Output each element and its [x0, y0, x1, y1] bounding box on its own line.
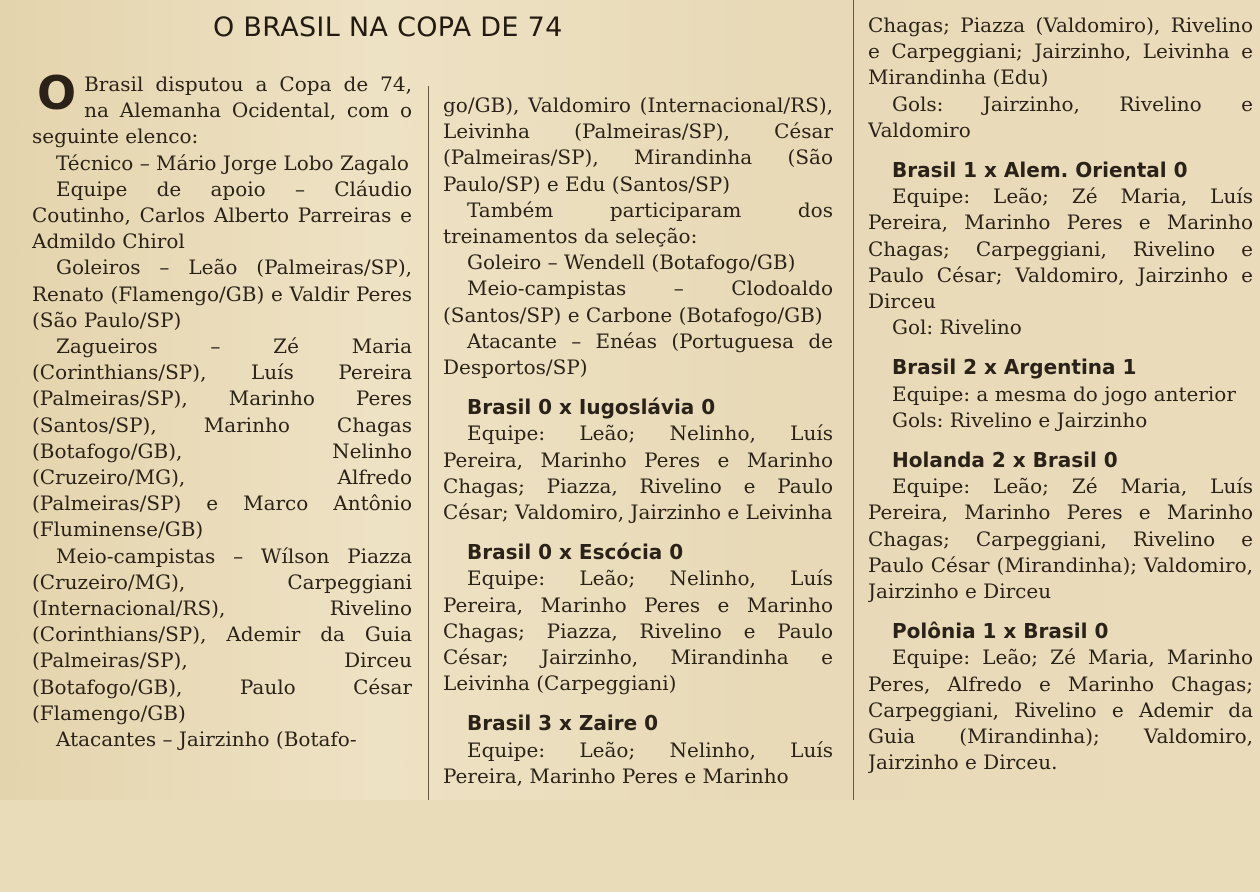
match-lineup-escocia: Equipe: Leão; Nelinho, Luís Pereira, Marinho Peres e Marinho Chagas; Piazza, Rivelino e Paulo César; Jairzinho, Mirandinha e Leivinha (Carpeggiani): [443, 566, 833, 696]
match-lineup-polonia: Equipe: Leão; Zé Maria, Marinho Peres, Alfredo e Marinho Chagas; Carpeggiani, Rivelino e Ademir da Guia (Mirandinha); Valdomiro, Jairzinho e Dirceu.: [868, 645, 1253, 775]
training-goalkeeper: Goleiro – Wendell (Botafogo/GB): [467, 250, 796, 275]
column-2: [443, 92, 833, 892]
match-title-escocia: Brasil 0 x Escócia 0: [467, 540, 684, 565]
article-headline: O BRASIL NA COPA DE 74: [213, 12, 563, 43]
match-lineup-argentina: Equipe: a mesma do jogo anterior: [892, 381, 1236, 406]
midfielders-paragraph: Meio-campistas – Wílson Piazza (Cruzeiro/MG), Carpeggiani (Internacional/RS), Rivelino (Corinthians/SP), Ademir da Guia (Palmeiras/SP), Dirceu (Botafogo/GB), Paulo César (Flamengo/GB): [32, 543, 412, 725]
match-lineup-holanda: Equipe: Leão; Zé Maria, Luís Pereira, Marinho Peres e Marinho Chagas; Carpeggiani, Rivelino e Paulo César (Mirandinha); Valdomiro, Jairzinho e Dirceu: [868, 474, 1253, 604]
match-lineup-zaire: Equipe: Leão; Nelinho, Luís Pereira, Marinho Peres e Marinho: [443, 737, 833, 788]
match-title-argentina: Brasil 2 x Argentina 1: [892, 355, 1137, 380]
coach-paragraph: Técnico – Mário Jorge Lobo Zagalo: [56, 150, 409, 175]
alem-oriental-goals: Gol: Rivelino: [892, 315, 1022, 340]
column-rule-left: [428, 86, 429, 800]
drop-cap: O: [37, 71, 77, 120]
zaire-goals: Gols: Jairzinho, Rivelino e Valdomiro: [868, 91, 1253, 142]
match-title-alem-oriental: Brasil 1 x Alem. Oriental 0: [892, 158, 1188, 183]
zaire-lineup-continuation: Chagas; Piazza (Valdomiro), Rivelino e Carpeggiani; Jairzinho, Leivinha e Mirandinha (Edu): [868, 13, 1253, 90]
match-title-polonia: Polônia 1 x Brasil 0: [892, 619, 1109, 644]
column-1: [32, 71, 412, 871]
match-lineup-alem-oriental: Equipe: Leão; Zé Maria, Luís Pereira, Marinho Peres e Marinho Chagas; Carpeggiani, Rivelino e Paulo César; Valdomiro, Jairzinho e Dirceu: [868, 184, 1253, 314]
match-title-zaire: Brasil 3 x Zaire 0: [467, 711, 659, 736]
forwards-continuation: go/GB), Valdomiro (Internacional/RS), Leivinha (Palmeiras/SP), César (Palmeiras/SP), Mirandinha (São Paulo/SP) e Edu (Santos/SP): [443, 93, 833, 196]
column-rule-right: [853, 0, 854, 800]
goalkeepers-paragraph: Goleiros – Leão (Palmeiras/SP), Renato (Flamengo/GB) e Valdir Peres (São Paulo/SP): [32, 255, 412, 332]
training-midfielders: Meio-campistas – Clodoaldo (Santos/SP) e Carbone (Botafogo/GB): [443, 276, 833, 327]
forwards-paragraph: Atacantes – Jairzinho (Botafo-: [56, 727, 357, 752]
training-forward: Atacante – Enéas (Portuguesa de Desportos/SP): [443, 328, 833, 380]
match-title-iugoslavia: Brasil 0 x Iugoslávia 0: [467, 395, 716, 420]
support-staff-paragraph: Equipe de apoio – Cláudio Coutinho, Carlos Alberto Parreiras e Admildo Chirol: [32, 176, 412, 254]
defenders-paragraph: Zagueiros – Zé Maria (Corinthians/SP), Luís Pereira (Palmeiras/SP), Marinho Peres (Santos/SP), Marinho Chagas (Botafogo/GB), Nelinho (Cruzeiro/MG), Alfredo (Palmeiras/SP) e Marco Antônio (Fluminense/GB): [32, 334, 412, 542]
match-lineup-iugoslavia: Equipe: Leão; Nelinho, Luís Pereira, Marinho Peres e Marinho Chagas; Piazza, Rivelino e Paulo César; Valdomiro, Jairzinho e Leivinha: [443, 421, 833, 525]
argentina-goals: Gols: Rivelino e Jairzinho: [892, 407, 1148, 432]
column-3: [868, 12, 1253, 812]
intro-text: Brasil disputou a Copa de 74, na Alemanha Ocidental, com o seguinte elenco:: [32, 72, 412, 149]
intro-paragraph: [32, 71, 412, 150]
training-paragraph: Também participaram dos treinamentos da seleção:: [443, 197, 833, 249]
match-title-holanda: Holanda 2 x Brasil 0: [892, 448, 1118, 473]
